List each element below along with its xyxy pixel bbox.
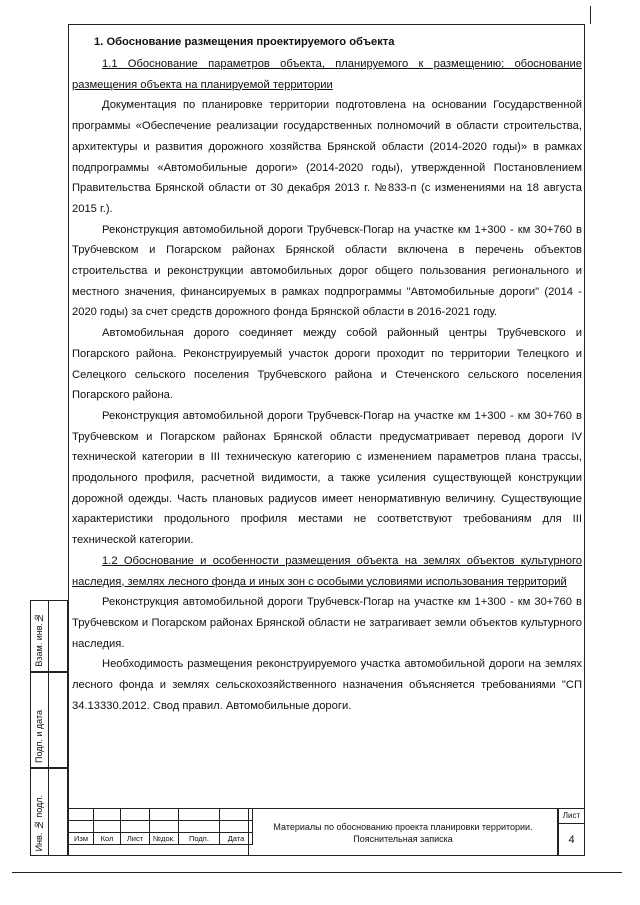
col-list: Лист [121,833,150,845]
corner-mark [590,6,591,24]
col-podp: Подп. [179,833,220,845]
title-block-name [248,808,558,856]
col-data: Дата [220,833,253,845]
section-title: 1. Обоснование размещения проектируемого объекта [94,36,395,48]
side-label-replace: Взам. инв.№ [34,613,44,667]
side-cell-inventory [30,768,68,856]
paragraph-5: Реконструкция автомобильной дороги Трубчевск-Погар на участке км 1+300 - км 30+760 в Трубчевском и Погарском районах Брянской области не затрагивает земли объектов культурного наследия. [72,596,582,650]
col-ndok: №док. [150,833,179,845]
side-stamp [30,600,68,856]
subsection-2-title: 1.2 Обоснование и особенности размещения объекта на землях объектов культурного наследия, землях лесного фонда и иных зон с особыми условиями использования территорий [72,554,582,588]
paragraph-1: Документация по планировке территории подготовлена на основании Государственной программы «Обеспечение реализации государственных полномочий в области строительства, архитектуры и развития дорожного хозяйства Брянской области (2014-2020 годы)» в рамках подпрограммы «Автомобильные дороги» (2014-2020 годы), утвержденной Постановлением Правительства Брянской области от 30 декабря 2013 г. №833-п (с изменениями на 18 августа 2015 г.). [72,99,582,215]
sheet-number: 4 [568,834,575,846]
side-label-sign: Подп. и дата [34,709,44,763]
col-izm: Изм [69,833,94,845]
bottom-line [12,872,622,873]
sheet-box [558,808,585,856]
paragraph-6: Необходимость размещения реконструируемого участка автомобильной дороги на землях лесного фонда и землях сельскохозяйственного назначения объясняется требованиями "СП 34.13330.2012. Свод правил. Автомобильные дороги. [72,658,582,712]
side-cell-sign [30,672,68,768]
sheet-label: Лист [559,809,584,824]
side-cell-replace [30,600,68,672]
paragraph-4: Реконструкция автомобильной дороги Трубчевск-Погар на участке км 1+300 - км 30+760 в Трубчевском и Погарском районах Брянской области предусматривает перевод дороги IV технической категории в III техническую категорию с изменением параметров плана трассы, продольного профиля, расчетной видимости, а также усиления существующей конструкции дорожной одежды. Часть плановых радиусов имеет ненормативную величину. Существующие характеристики продольного профиля местами не соответствуют требованиям для III технической категории. [72,409,582,547]
revision-table [68,808,253,845]
title-main: Материалы по обоснованию проекта планировки территории. [273,822,533,832]
col-kol: Кол [94,833,121,845]
paragraph-3: Автомобильная дорого соединяет между собой районный центры Трубчевского и Погарского района. Реконструируемый участок дороги проходит по территории Телецкого и Селецкого сельского поселения Трубчевского района и Стеченского сельского поселения Погарского района. [72,327,582,402]
document-body [72,32,582,717]
subsection-1-title: 1.1 Обоснование параметров объекта, планируемого к размещению; обоснование размещения объекта на планируемой территории [72,58,582,91]
side-label-inventory: Инв. № подл. [34,794,44,851]
paragraph-2: Реконструкция автомобильной дороги Трубчевск-Погар на участке км 1+300 - км 30+760 в Трубчевском и Погарском районах Брянской области включена в перечень объектов строительства и реконструкции автомобильных дорог общего пользования регионального и местного значения, финансируемых в рамках подпрограммы "Автомобильные дороги" (2014 - 2020 годы) за счет средств дорожного фонда Брянской области в 2016-2021 году. [72,223,582,319]
title-sub: Пояснительная записка [353,834,453,844]
title-block [68,808,585,856]
